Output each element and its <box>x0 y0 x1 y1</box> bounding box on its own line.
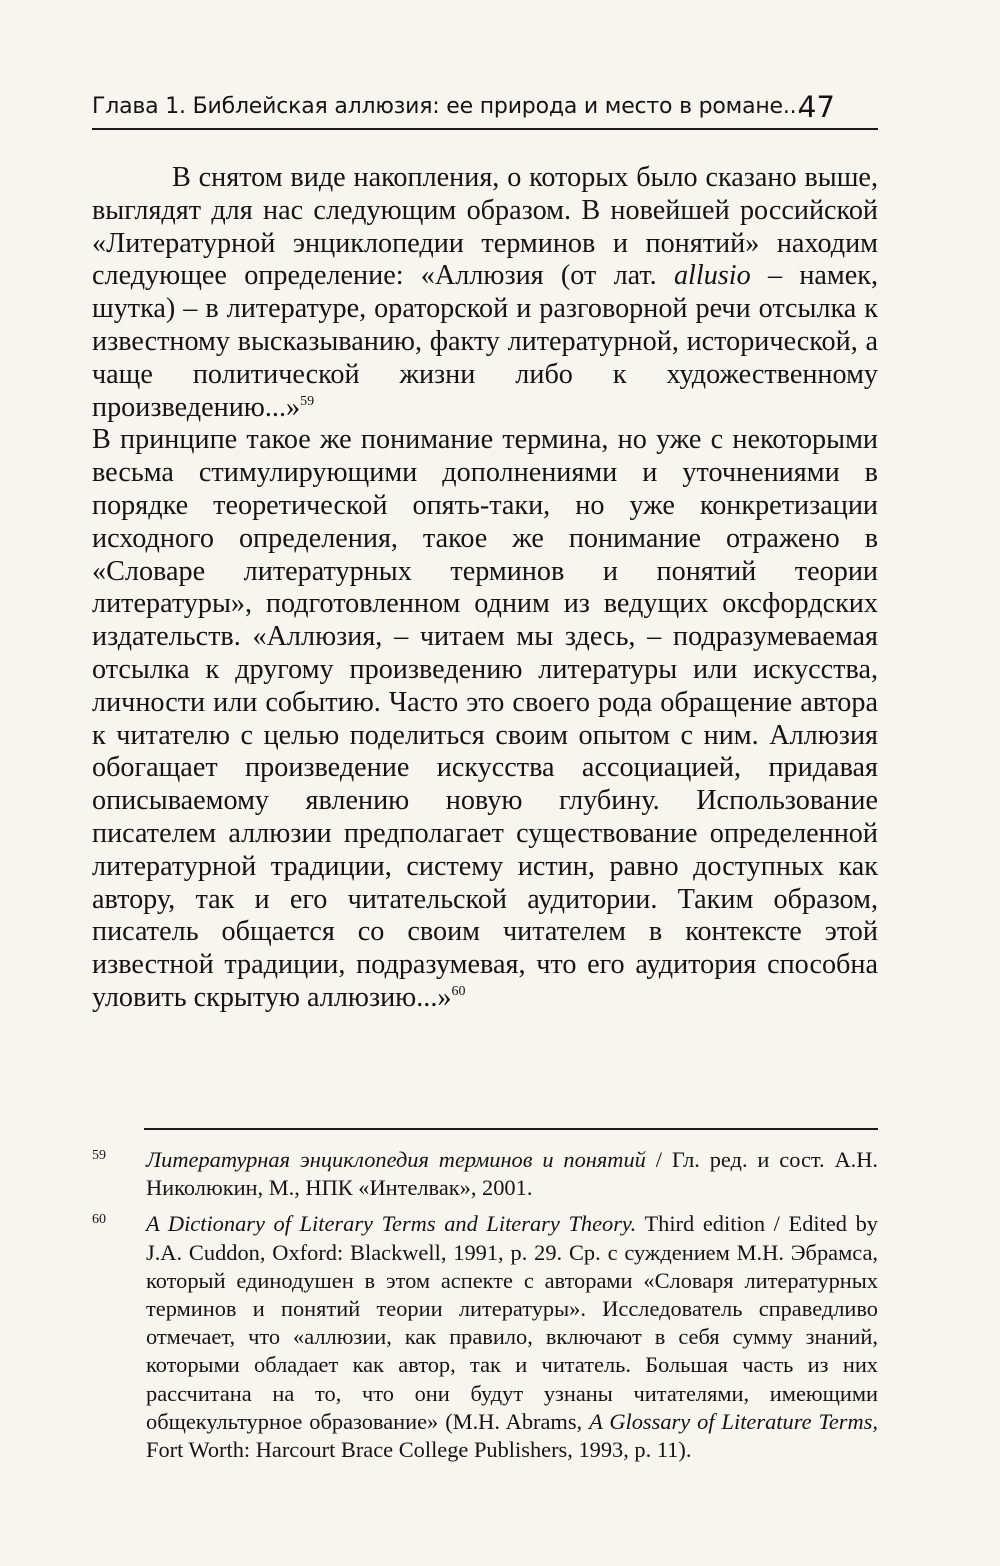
footnote-60 <box>92 1210 878 1464</box>
footnote-ref-59[interactable]: 59 <box>300 393 315 409</box>
footnote-title: Литературная энциклопедия терминов и понятий <box>146 1147 646 1172</box>
footnote-divider <box>144 1128 878 1130</box>
running-head-title: Глава 1. Библейская аллюзия: ее природа и место в романе... <box>92 94 804 119</box>
latin-term: allusio <box>673 260 751 292</box>
footnote-text: Third edition / Edited by J.A. Cuddon, Oxford: Blackwell, 1991, p. 29. Ср. с суждением М.Н. Эбрамса, который единодушен в этом аспекте с авторами «Словаря литературных терминов и понятий теории литературы». Исследователь справедливо отмечает, что «аллюзии, как правило, включают в себя сумму знаний, которыми обладает как автор, так и читатель. Большая часть из них рассчитана на то, что они будут узнаны читателями, имеющими общекультурное образование» (M.H. Abrams, <box>146 1211 878 1434</box>
footnote-text-2: Fort Worth: Harcourt Brace College Publishers, 1993, p. 11). <box>146 1437 692 1463</box>
footnote-number: 59 <box>92 1148 106 1163</box>
footnotes <box>92 1146 878 1472</box>
footnote-title-2: A Glossary of Literature Terms, <box>589 1408 879 1434</box>
footnote-number: 60 <box>92 1212 106 1228</box>
page-number: 47 <box>798 90 835 124</box>
footnote-ref-60[interactable]: 60 <box>451 983 466 999</box>
main-text <box>92 162 878 1015</box>
paragraph-2-text: В принципе такое же понимание термина, но уже с некоторыми весьма стимулирующими дополнениями и уточнениями в порядке теоретической опять-таки, но уже конкретизации исходного определения, такое же понимание отражено в «Словаре литературных терминов и понятий теории литературы», подготовленном одним из ведущих оксфордских издательств. «Аллюзия, – читаем мы здесь, – подразумеваемая отсылка к другому произведению литературы или искусства, личности или событию. Часто это своего рода обращение автора к читателю с целью поделиться своим опытом с ним. Аллюзия обогащает произведение искусства ассоциацией, придавая описываемому явлению новую глубину. Использование писателем аллюзии предполагает существование определенной литературной традиции, систему истин, равно доступных как автору, так и его читательской аудитории. Таким образом, писатель общается со своим читателем в контексте этой известной традиции, подразумевая, что его аудитория способна уловить скрытую аллюзию...» <box>92 424 878 1013</box>
paragraph-2 <box>92 424 878 1014</box>
paragraph-1-text-b: – намек, шутка) – в литературе, ораторской и разговорной речи отсылка к известному высказыванию, факту литературной, исторической, а чаще политической жизни либо к художественному произведению...» <box>92 260 879 423</box>
running-header <box>92 90 878 130</box>
paragraph-1-text-a: В снятом виде накопления, о которых было сказано выше, выглядят для нас следующим образом. В новейшей российской «Литературной энциклопедии терминов и понятий» находим следующее определение: «Аллюзия (от лат. <box>92 162 878 292</box>
paragraph-1 <box>92 162 878 424</box>
footnote-text: / Гл. ред. и сост. А.Н. Николюкин, М., НПК «Интелвак», 2001. <box>146 1147 878 1201</box>
footnote-title: A Dictionary of Literary Terms and Literary Theory. <box>146 1211 637 1237</box>
footnote-59 <box>92 1146 878 1202</box>
